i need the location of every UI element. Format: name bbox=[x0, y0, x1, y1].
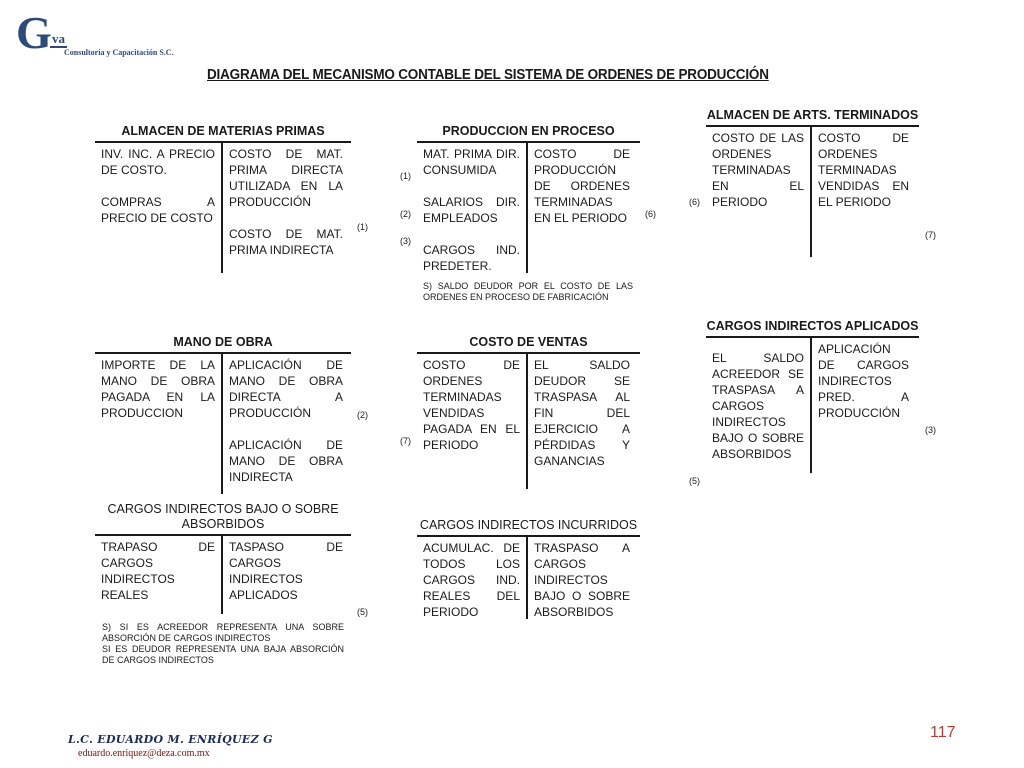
debit-column bbox=[417, 537, 528, 619]
credit-entry: EL SALDO DEUDOR SE TRASPASA AL FIN DEL EJERCICIO A PÉRDIDAS Y GANANCIAS bbox=[534, 358, 630, 468]
ref-label: (6) bbox=[645, 209, 656, 219]
account-produccion-en-proceso bbox=[417, 124, 640, 273]
company-logo bbox=[16, 7, 186, 60]
credit-column bbox=[528, 354, 636, 489]
credit-column bbox=[223, 143, 349, 273]
ref-label: (7) bbox=[400, 436, 411, 446]
credit-entry: COSTO DE PRODUCCIÓN DE ORDENES TERMINADAS EN EL PERIODO bbox=[534, 147, 630, 225]
account-cargos-indirectos-incurridos bbox=[417, 518, 640, 619]
account-title: COSTO DE VENTAS bbox=[469, 335, 588, 349]
debit-entry: IMPORTE DE LA MANO DE OBRA PAGADA EN LA PRODUCCION bbox=[101, 358, 215, 420]
account-title: CARGOS INDIRECTOS INCURRIDOS bbox=[419, 518, 638, 532]
ref-label: (6) bbox=[689, 197, 700, 207]
debit-column bbox=[706, 127, 812, 257]
debit-entry: TRAPASO DE CARGOS INDIRECTOS REALES bbox=[101, 540, 215, 602]
debit-column bbox=[417, 143, 528, 273]
credit-entry: APLICACIÓN DE MANO DE OBRA DIRECTA A PRODUCCIÓN bbox=[229, 358, 343, 420]
balance-note-line: SI ES DEUDOR REPRESENTA UNA BAJA ABSORCIÓN DE CARGOS INDIRECTOS bbox=[102, 644, 344, 665]
account-almacen-arts-terminados bbox=[706, 108, 919, 257]
ref-label: (3) bbox=[925, 425, 936, 435]
debit-column bbox=[95, 354, 223, 494]
credit-entry: COSTO DE MAT. PRIMA INDIRECTA bbox=[229, 227, 343, 257]
author-email: eduardo.enriquez@deza.com.mx bbox=[78, 748, 210, 759]
debit-column bbox=[95, 536, 223, 614]
account-mano-de-obra bbox=[95, 335, 351, 494]
ref-label: (1) bbox=[400, 171, 411, 181]
account-costo-de-ventas bbox=[417, 335, 640, 489]
account-title: ALMACEN DE ARTS. TERMINADOS bbox=[706, 108, 919, 122]
ref-label: (3) bbox=[400, 236, 411, 246]
author-name: L.C. EDUARDO M. ENRÍQUEZ G bbox=[68, 733, 273, 746]
balance-note-line: S) SI ES ACREEDOR REPRESENTA UNA SOBRE ABSORCIÓN DE CARGOS INDIRECTOS bbox=[102, 622, 344, 643]
ref-label: (5) bbox=[689, 476, 700, 486]
debit-entry: COSTO DE LAS ORDENES TERMINADAS EN EL PERIODO bbox=[712, 131, 804, 209]
logo-subtitle: Consultoría y Capacitación S.C. bbox=[64, 48, 174, 57]
debit-column bbox=[706, 338, 812, 473]
ref-label: (2) bbox=[357, 410, 368, 420]
account-almacen-materias-primas bbox=[95, 124, 351, 273]
credit-column bbox=[223, 536, 349, 614]
debit-column bbox=[95, 143, 223, 273]
credit-column bbox=[528, 143, 636, 273]
debit-entry: COMPRAS A PRECIO DE COSTO bbox=[101, 195, 215, 225]
debit-entry: CARGOS IND. PREDETER. bbox=[423, 243, 520, 273]
account-title: ALMACEN DE MATERIAS PRIMAS bbox=[121, 124, 325, 138]
credit-column bbox=[223, 354, 349, 494]
ref-label: (7) bbox=[925, 230, 936, 240]
credit-entry: APLICACIÓN DE MANO DE OBRA INDIRECTA bbox=[229, 438, 343, 484]
balance-note bbox=[102, 622, 344, 666]
debit-column bbox=[417, 354, 528, 489]
credit-column bbox=[812, 127, 915, 257]
account-title: CARGOS INDIRECTOS BAJO O SOBRE ABSORBIDOS bbox=[107, 502, 339, 531]
page-number: 117 bbox=[930, 724, 956, 741]
credit-entry: TRASPASO A CARGOS INDIRECTOS BAJO O SOBRE ABSORBIDOS bbox=[534, 541, 630, 619]
account-title: CARGOS INDIRECTOS APLICADOS bbox=[706, 319, 919, 333]
credit-entry: COSTO DE MAT. PRIMA DIRECTA UTILIZADA EN LA PRODUCCIÓN bbox=[229, 147, 343, 209]
credit-entry: APLICACIÓN DE CARGOS INDIRECTOS PRED. A PRODUCCIÓN bbox=[818, 342, 909, 420]
debit-entry: MAT. PRIMA DIR. CONSUMIDA bbox=[423, 147, 520, 177]
debit-entry: SALARIOS DIR. EMPLEADOS bbox=[423, 195, 520, 225]
page-title: DIAGRAMA DEL MECANISMO CONTABLE DEL SISTEMA DE ORDENES DE PRODUCCIÓN bbox=[207, 67, 769, 83]
ref-label: (5) bbox=[357, 607, 368, 617]
account-title: MANO DE OBRA bbox=[173, 335, 273, 349]
credit-column bbox=[528, 537, 636, 619]
ref-label: (1) bbox=[357, 222, 368, 232]
debit-entry: ACUMULAC. DE TODOS LOS CARGOS IND. REALES DEL PERIODO bbox=[423, 541, 520, 619]
logo-sup: va bbox=[52, 31, 65, 46]
credit-entry: COSTO DE ORDENES TERMINADAS VENDIDAS EN EL PERIODO bbox=[818, 131, 909, 209]
ref-label: (2) bbox=[400, 209, 411, 219]
credit-entry: TASPASO DE CARGOS INDIRECTOS APLICADOS bbox=[229, 540, 343, 602]
debit-entry: COSTO DE ORDENES TERMINADAS VENDIDAS PAGADA EN EL PERIODO bbox=[423, 358, 520, 452]
account-title: PRODUCCION EN PROCESO bbox=[442, 124, 615, 138]
debit-entry: EL SALDO ACREEDOR SE TRASPASA A CARGOS INDIRECTOS BAJO O SOBRE ABSORBIDOS bbox=[712, 351, 804, 461]
balance-note: S) SALDO DEUDOR POR EL COSTO DE LAS ORDENES EN PROCESO DE FABRICACIÓN bbox=[423, 281, 633, 302]
account-cargos-indirectos-aplicados bbox=[706, 319, 919, 473]
logo-letter: G bbox=[16, 7, 52, 58]
account-cargos-bajo-sobre-absorbidos bbox=[95, 502, 351, 614]
debit-entry: INV. INC. A PRECIO DE COSTO. bbox=[101, 147, 215, 177]
credit-column bbox=[812, 338, 915, 473]
